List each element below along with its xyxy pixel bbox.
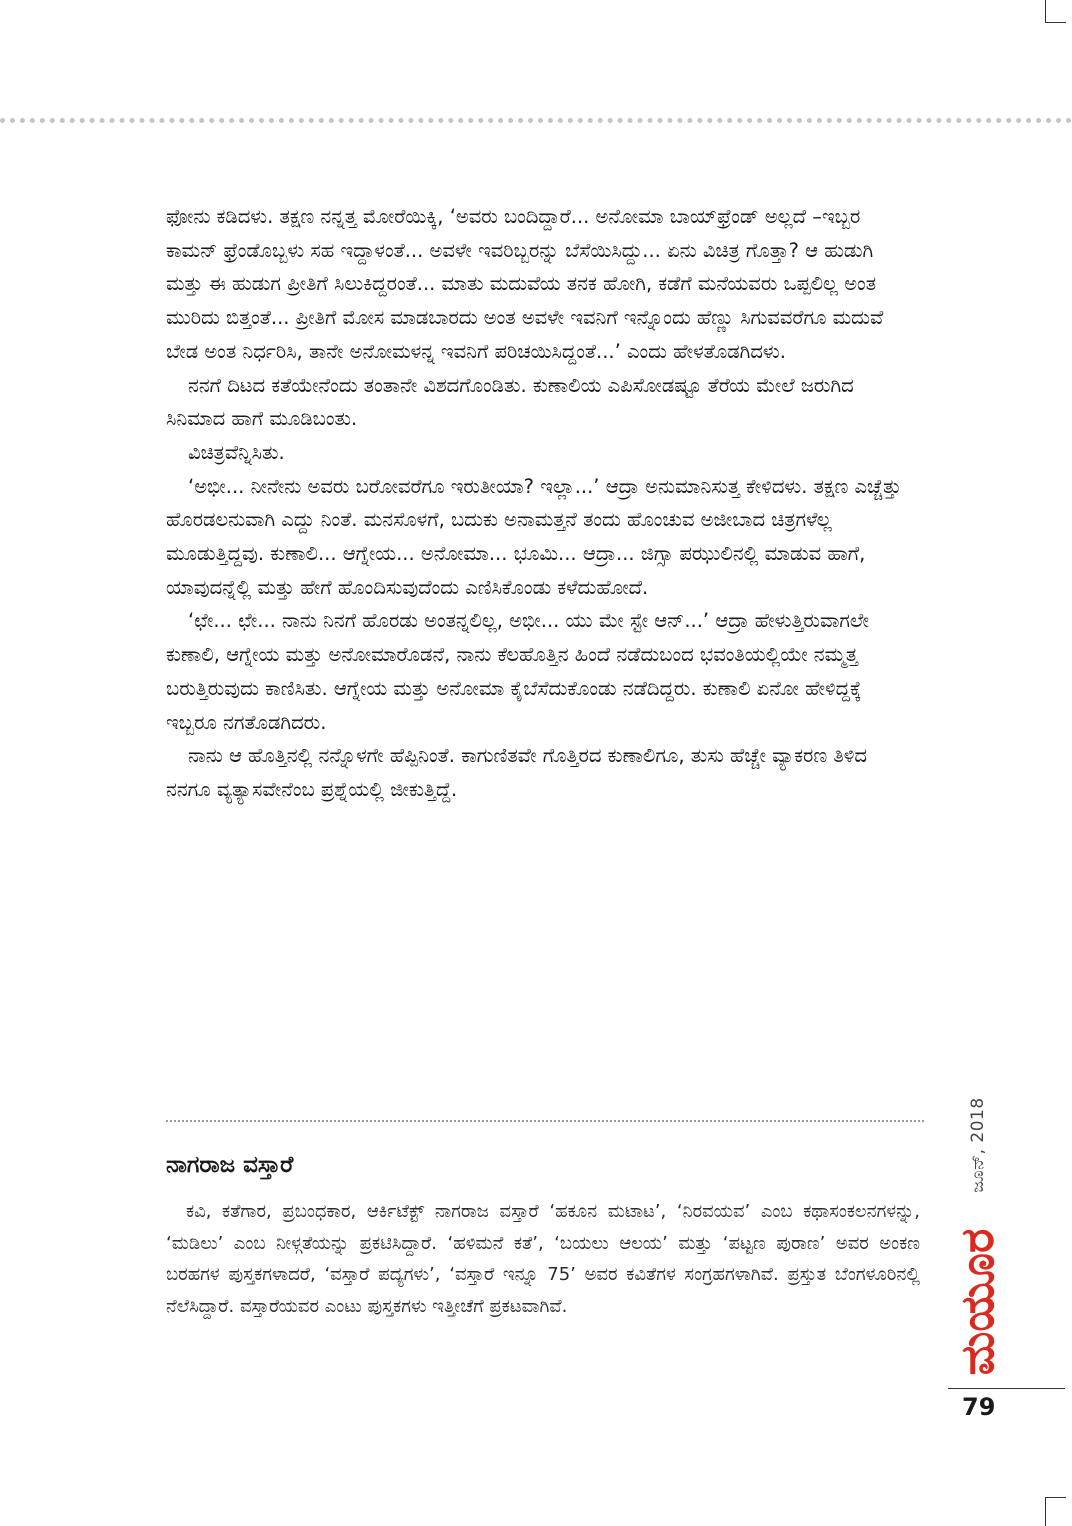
dotted-divider-bio: [166, 1120, 924, 1122]
story-paragraph-6: ನಾನು ಆ ಹೊತ್ತಿನಲ್ಲಿ ನನ್ನೊಳಗೇ ಹೆಪ್ಪಿನಿಂತೆ. ಕಾಗುಣಿತವೇ ಗೊತ್ತಿರದ ಕುಣಾಲಿಗೂ, ತುಸು ಹೆಚ್ಚೇ ವ್ಯಾಕರಣ ತಿಳಿದ ನನಗೂ ವ್ಯತ್ಯಾಸವೇನೆಂಬ ಪ್ರಶ್ನೆಯಲ್ಲಿ ಜೀಕುತ್ತಿದ್ದೆ.: [166, 744, 867, 801]
story-paragraph-2: ನನಗೆ ದಿಟದ ಕತೆಯೇನೆಂದು ತಂತಾನೇ ವಿಶದಗೊಂಡಿತು. ಕುಣಾಲಿಯ ಎಪಿಸೋಡಷ್ಟೂ ತೆರೆಯ ಮೇಲೆ ಜರುಗಿದ ಸಿನಿಮಾದ ಹಾಗೆ ಮೂಡಿಬಂತು.: [166, 373, 854, 431]
dotted-divider-top: [0, 118, 1072, 123]
crop-mark-top-right: [1045, 0, 1066, 23]
issue-date: [960, 1090, 996, 1200]
story-paragraph-4: ‘ಅಭೀ... ನೀನೇನು ಅವರು ಬರೋವರೆಗೂ ಇರುತೀಯಾ? ಇಲ್ಲಾ...’ ಆದ್ರಾ ಅನುಮಾನಿಸುತ್ತ ಕೇಳಿದಳು. ತಕ್ಷಣ ಎಚ್ಚೆತ್ತು ಹೊರಡಲನುವಾಗಿ ಎದ್ದು ನಿಂತೆ. ಮನಸೊಳಗೆ, ಬದುಕು ಅನಾಮತ್ತನೆ ತಂದು ಹೊಂಚುವ ಅಜೀಬಾದ ಚಿತ್ರಗಳೆಲ್ಲ ಮೂಡುತ್ತಿದ್ದವು. ಕುಣಾಲಿ... ಆಗ್ನೇಯ... ಅನೋಮಾ... ಭೂಮಿ... ಆದ್ರಾ... ಜಿಗ್ಸಾ ಪಝುಲಿನಲ್ಲಿ ಮಾಡುವ ಹಾಗೆ, ಯಾವುದನ್ನೆಲ್ಲಿ ಮತ್ತು ಹೇಗೆ ಹೊಂದಿಸುವುದೆಂದು ಎಣಿಸಿಕೊಂಡು ಕಳೆದುಹೋದೆ.: [166, 474, 902, 599]
story-paragraph-5: ‘ಛೇ... ಛೇ... ನಾನು ನಿನಗೆ ಹೊರಡು ಅಂತನ್ನಲಿಲ್ಲ, ಅಭೀ... ಯು ಮೇ ಸ್ಟೇ ಆನ್...’ ಆದ್ರಾ ಹೇಳುತ್ತಿರುವಾಗಲೇ ಕುಣಾಲಿ, ಆಗ್ನೇಯ ಮತ್ತು ಅನೋಮಾರೊಡನೆ, ನಾನು ಕೆಲಹೊತ್ತಿನ ಹಿಂದೆ ನಡೆದುಬಂದ ಭವಂತಿಯಲ್ಲಿಯೇ ನಮ್ಮತ್ತ ಬರುತ್ತಿರುವುದು ಕಾಣಿಸಿತು. ಆಗ್ನೇಯ ಮತ್ತು ಅನೋಮಾ ಕೈಬೆಸೆದುಕೊಂಡು ನಡೆದಿದ್ದರು. ಕುಣಾಲಿ ಏನೋ ಹೇಳಿದ್ದಕ್ಕೆ ಇಬ್ಬರೂ ನಗತೊಡಗಿದರು.: [166, 609, 869, 734]
magazine-logo-text: ಮಯೂರ: [950, 1228, 1004, 1376]
magazine-logo: [952, 1228, 1004, 1376]
story-text: [166, 200, 916, 807]
page-number-rule: [948, 1388, 1065, 1389]
story-paragraph-1: ಫೋನು ಕಡಿದಳು. ತಕ್ಷಣ ನನ್ನತ್ತ ಮೋರೆಯಿಕ್ಕಿ, ‘ಅವರು ಬಂದಿದ್ದಾರೆ... ಅನೋಮಾ ಬಾಯ್‌ಫ್ರೆಂಡ್ ಅಲ್ಲದೆ –ಇಬ್ಬರ ಕಾಮನ್ ಫ್ರೆಂಡೊಬ್ಬಳು ಸಹ ಇದ್ದಾಳಂತೆ... ಅವಳೇ ಇವರಿಬ್ಬರನ್ನು ಬೆಸೆಯಿಸಿದ್ದು... ಏನು ವಿಚಿತ್ರ ಗೊತ್ತಾ? ಆ ಹುಡುಗಿ ಮತ್ತು ಈ ಹುಡುಗ ಪ್ರೀತಿಗೆ ಸಿಲುಕಿದ್ದರಂತೆ... ಮಾತು ಮದುವೆಯ ತನಕ ಹೋಗಿ, ಕಡೆಗೆ ಮನೆಯವರು ಒಪ್ಪಲಿಲ್ಲ ಅಂತ ಮುರಿದು ಬಿತ್ತಂತೆ... ಪ್ರೀತಿಗೆ ಮೋಸ ಮಾಡಬಾರದು ಅಂತ ಅವಳೇ ಇವನಿಗೆ ಇನ್ನೊಂದು ಹೆಣ್ಣು ಸಿಗುವವರೆಗೂ ಮದುವೆ ಬೇಡ ಅಂತ ನಿರ್ಧರಿಸಿ, ತಾನೇ ಅನೋಮಳನ್ನ ಇವನಿಗೆ ಪರಿಚಯಿಸಿದ್ದಂತೆ...’ ಎಂದು ಹೇಳತೊಡಗಿದಳು.: [166, 205, 884, 363]
story-paragraph-3: ವಿಚಿತ್ರವೆನ್ನಿಸಿತು.: [188, 440, 285, 464]
issue-date-text: ಜೂನ್, 2018: [968, 1097, 988, 1193]
author-name: ನಾಗರಾಜ ವಸ್ತಾರೆ: [166, 1152, 294, 1178]
author-bio: ಕವಿ, ಕತೆಗಾರ, ಪ್ರಬಂಧಕಾರ, ಆರ್ಕಿಟೆಕ್ಟ್ ನಾಗರಾಜ ವಸ್ತಾರೆ ‘ಹಕೂನ ಮಟಾಟ’, ‘ನಿರವಯವ’ ಎಂಬ ಕಥಾಸಂಕಲನಗಳನ್ನು, ‘ಮಡಿಲು’ ಎಂಬ ನೀಳ್ಗತೆಯನ್ನು ಪ್ರಕಟಿಸಿದ್ದಾರೆ. ‘ಹಳಿಮನೆ ಕತೆ’, ‘ಬಯಲು ಆಲಯ’ ಮತ್ತು ‘ಪಟ್ಟಣ ಪುರಾಣ’ ಅವರ ಅಂಕಣ ಬರಹಗಳ ಪುಸ್ತಕಗಳಾದರೆ, ‘ವಸ್ತಾರೆ ಪದ್ಯಗಳು’, ‘ವಸ್ತಾರೆ ಇನ್ನೂ 75’ ಅವರ ಕವಿತೆಗಳ ಸಂಗ್ರಹಗಳಾಗಿವೆ. ಪ್ರಸ್ತುತ ಬೆಂಗಳೂರಿನಲ್ಲಿ ನೆಲೆಸಿದ್ದಾರೆ. ವಸ್ತಾರೆಯವರ ಎಂಟು ಪುಸ್ತಕಗಳು ಇತ್ತೀಚೆಗೆ ಪ್ರಕಟವಾಗಿವೆ.: [166, 1201, 920, 1317]
crop-mark-bottom-right: [1045, 1497, 1066, 1526]
page-number: 79: [962, 1393, 996, 1421]
